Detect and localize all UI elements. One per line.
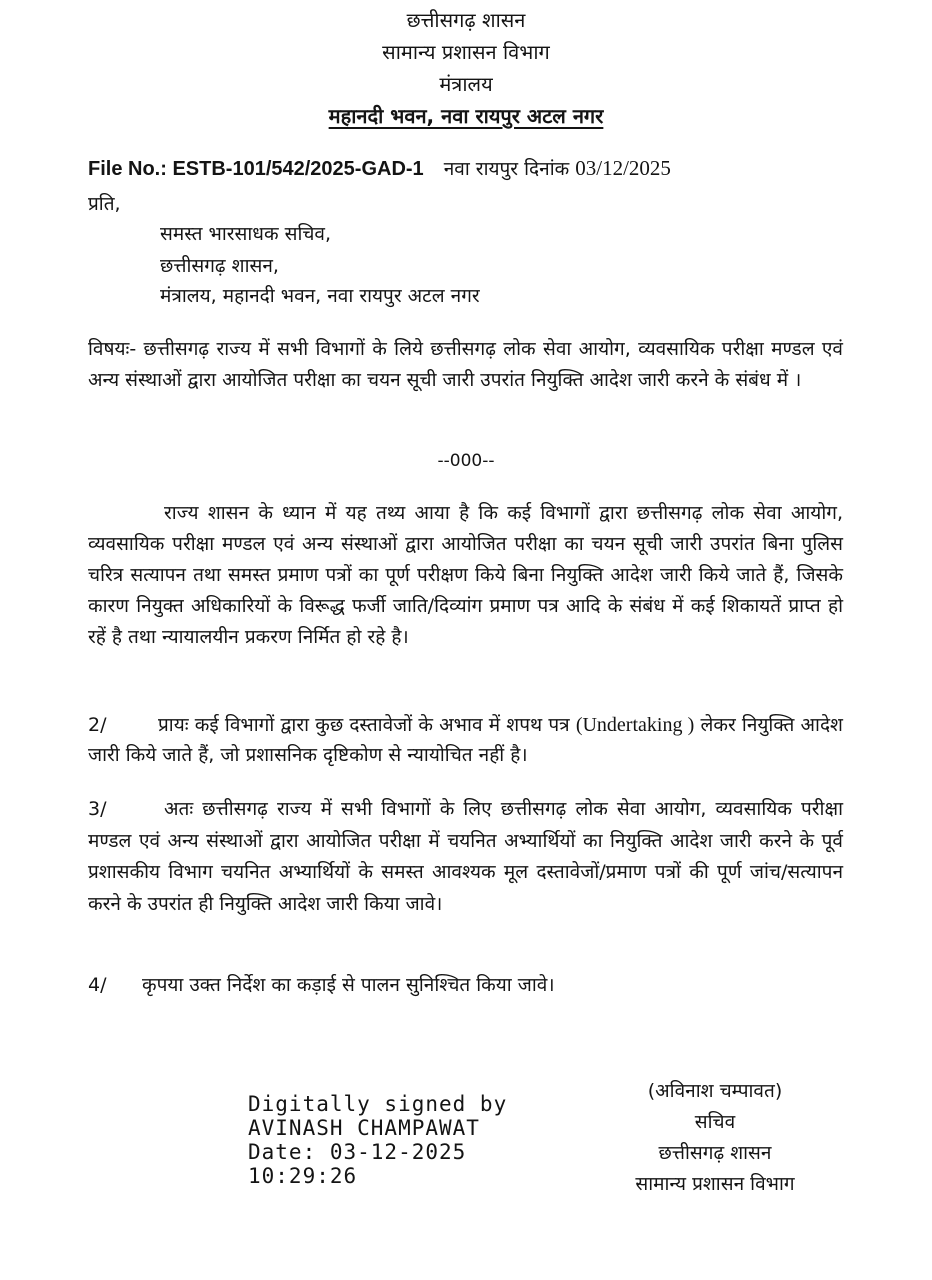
digital-signature-block [248,1092,507,1188]
file-number-line [88,154,671,183]
date-label: दिनांक [524,158,570,180]
paragraph-4-text: कृपया उक्त निर्देश का कड़ाई से पालन सुनिश्चित किया जावे। [142,974,555,996]
paragraph-2 [88,710,843,770]
header-department: सामान्य प्रशासन विभाग [382,40,550,64]
subject-paragraph: विषयः- छत्तीसगढ़ राज्य में सभी विभागों के लिये छत्तीसगढ़ लोक सेवा आयोग, व्यवसायिक परीक्षा मण्डल एवं अन्य संस्थाओं द्वारा आयोजित परीक्षा का चयन सूची जारी उपरांत नियुक्ति आदेश जारी करने के संबंध में । [88,338,843,391]
file-number: File No.: ESTB-101/542/2025-GAD-1 [88,158,424,180]
signatory-org-2: सामान्य प्रशासन विभाग [635,1173,795,1195]
separator: --000-- [437,451,495,471]
digital-signature-date: Date: 03-12-2025 [248,1140,467,1164]
paragraph-2-text-b: लेकर नियुक्ति आदेश जारी किये जाते हैं, जो प्रशासनिक दृष्टिकोण से न्यायोचित नहीं है। [88,714,843,766]
header-secretariat: मंत्रालय [439,72,493,96]
paragraph-4 [88,970,843,1001]
file-place: नवा रायपुर [443,158,519,180]
file-date: 03/12/2025 [575,156,671,180]
digital-signature-time: 10:29:26 [248,1164,358,1188]
paragraph-3 [88,794,843,920]
recipient-line-1: समस्त भारसाधक सचिव, [160,223,332,245]
digital-signature-name: AVINASH CHAMPAWAT [248,1116,480,1140]
paragraph-2-number: 2/ [88,714,107,736]
header-address-text: महानदी भवन, नवा रायपुर अटल नगर [328,104,604,128]
paragraph-3-number: 3/ [88,798,107,820]
recipient-line-2: छत्तीसगढ़ शासन, [160,255,279,277]
paragraph-3-text: अतः छत्तीसगढ़ राज्य में सभी विभागों के लिए छत्तीसगढ़ लोक सेवा आयोग, व्यवसायिक परीक्षा मण्डल एवं अन्य संस्थाओं द्वारा आयोजित परीक्षा में चयनित अभ्यार्थियों का नियुक्ति आदेश जारी करने के पूर्व प्रशासकीय विभाग चयनित अभ्यार्थियों के समस्त आवश्यक मूल दस्तावेजों/प्रमाण पत्रों की पूर्ण जांच/सत्यापन करने के उपरांत ही नियुक्ति आदेश जारी किया जावे। [88,798,843,915]
header-address [0,102,932,130]
digital-signature-line-1: Digitally signed by [248,1092,508,1116]
signatory-org-1: छत्तीसगढ़ शासन [658,1142,772,1164]
paragraph-1: राज्य शासन के ध्यान में यह तथ्य आया है कि कई विभागों द्वारा छत्तीसगढ़ लोक सेवा आयोग, व्यवसायिक परीक्षा मण्डल एवं अन्य संस्थाओं द्वारा आयोजित परीक्षा का चयन सूची जारी उपरांत बिना पुलिस चरित्र सत्यापन तथा समस्त प्रमाण पत्रों का पूर्ण परीक्षण किये बिना नियुक्ति आदेश जारी किये जाते हैं, जिसके कारण नियुक्त अधिकारियों के विरूद्ध फर्जी जाति/दिव्यांग प्रमाण पत्र आदि के संबंध में कई शिकायतें प्राप्त हो रहें है तथा न्यायालयीन प्रकरण निर्मित हो रहे है। [88,502,843,648]
header-government: छत्तीसगढ़ शासन [406,8,526,32]
paragraph-4-number: 4/ [88,974,107,996]
paragraph-2-text-a: प्रायः कई विभागों द्वारा कुछ दस्तावेजों के अभाव में शपथ पत्र [158,714,570,736]
signatory-designation: सचिव [694,1111,736,1133]
signatory-block [600,1076,830,1200]
paragraph-2-english: (Undertaking ) [575,714,695,736]
recipient-to: प्रति, [88,193,121,215]
signatory-name: (अविनाश चम्पावत) [647,1080,783,1102]
recipient-line-3: मंत्रालय, महानदी भवन, नवा रायपुर अटल नगर [160,285,480,307]
